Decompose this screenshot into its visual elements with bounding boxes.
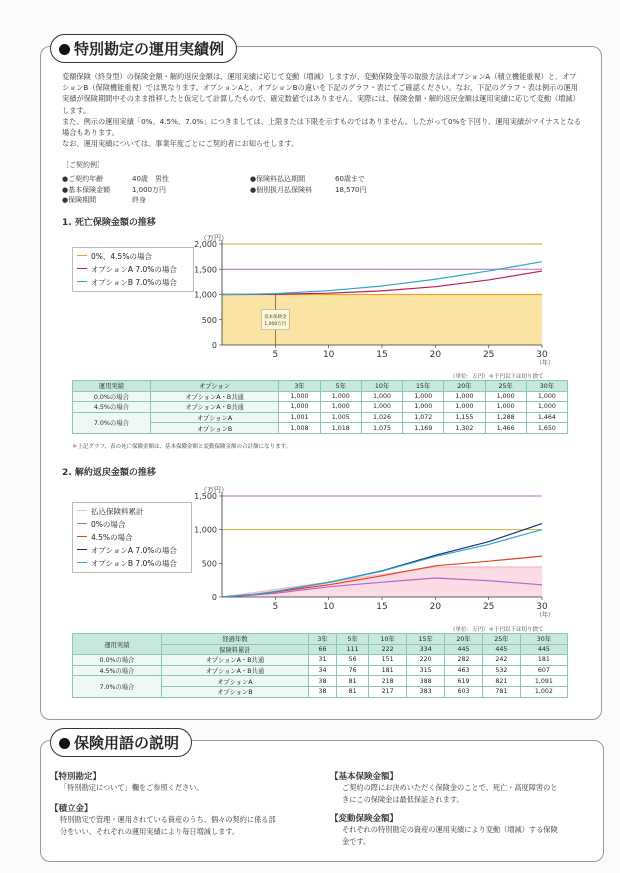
x-tick-label: 25 bbox=[482, 350, 495, 360]
table-cell: 38 bbox=[308, 686, 336, 697]
table-cell: 1,001 bbox=[279, 412, 320, 423]
section-heading-glossary bbox=[50, 728, 192, 757]
term-body: それぞれの特別勘定の資産の運用実績により変動（増減）する保険 金です。 bbox=[342, 825, 558, 846]
legend-label: オプションB 7.0%の場合 bbox=[91, 559, 177, 568]
y-axis-label: （万円） bbox=[200, 486, 228, 494]
table-cell: 220 bbox=[407, 655, 445, 666]
table-cell: 1,000 bbox=[361, 402, 402, 413]
table-row bbox=[73, 391, 568, 402]
column-header: オプション bbox=[150, 381, 279, 392]
row-group: 0.0%の場合 bbox=[73, 391, 151, 402]
death-benefit-chart bbox=[180, 224, 560, 370]
table-cell: 218 bbox=[369, 676, 407, 687]
x-tick-label: 20 bbox=[429, 602, 442, 612]
row-group: 4.5%の場合 bbox=[73, 665, 162, 676]
table-cell: 1,002 bbox=[520, 686, 567, 697]
y-tick-label: 2,000 bbox=[194, 240, 217, 249]
table-cell: 1,091 bbox=[520, 676, 567, 687]
x-tick-label: 25 bbox=[482, 602, 495, 612]
contract-value: 18,570円 bbox=[335, 185, 367, 194]
surrender-value-chart bbox=[180, 476, 560, 622]
table-cell: 1,000 bbox=[279, 402, 320, 413]
term-body: 「特別勘定について」欄をご参照ください。 bbox=[60, 783, 204, 792]
column-header: 運用実績 bbox=[73, 381, 151, 392]
table-cell: 217 bbox=[369, 686, 407, 697]
table-cell: 1,000 bbox=[444, 391, 485, 402]
column-header: 15年 bbox=[407, 634, 445, 645]
x-tick-label: 20 bbox=[429, 350, 442, 360]
legend-label: 0%の場合 bbox=[91, 520, 126, 529]
row-option: オプションA bbox=[161, 676, 308, 687]
table-cell: 1,075 bbox=[361, 423, 402, 434]
cumulative-cell: 445 bbox=[482, 644, 520, 655]
table-cell: 1,000 bbox=[526, 391, 567, 402]
legend-swatch bbox=[77, 510, 87, 511]
contract-value: 1,000万円 bbox=[132, 185, 167, 194]
legend-item bbox=[77, 518, 187, 531]
table-cell: 81 bbox=[336, 686, 368, 697]
x-tick-label: 30 bbox=[536, 602, 548, 612]
table-cell: 1,072 bbox=[403, 412, 444, 423]
table-cell: 532 bbox=[482, 665, 520, 676]
row-option: オプションA・B共通 bbox=[161, 665, 308, 676]
table-cell: 1,008 bbox=[279, 423, 320, 434]
table-cell: 821 bbox=[482, 676, 520, 687]
column-header: 10年 bbox=[369, 634, 407, 645]
legend-label: 4.5%の場合 bbox=[91, 533, 133, 542]
cumulative-cell: 445 bbox=[445, 644, 483, 655]
legend-swatch bbox=[77, 281, 87, 282]
x-tick-label: 10 bbox=[322, 350, 335, 360]
table-cell: 38 bbox=[308, 676, 336, 687]
table2-note: （単位：万円）＊千円以下は切り捨て bbox=[450, 627, 544, 633]
y-tick-label: 500 bbox=[201, 559, 217, 569]
table-cell: 1,018 bbox=[320, 423, 361, 434]
legend-item bbox=[77, 263, 189, 276]
table-row bbox=[73, 655, 568, 666]
table-cell: 463 bbox=[445, 665, 483, 676]
legend-swatch bbox=[77, 268, 87, 269]
column-header: 10年 bbox=[361, 381, 402, 392]
contract-label: ●個別扱月払保険料 bbox=[250, 185, 313, 194]
column-header: 20年 bbox=[444, 381, 485, 392]
table-cell: 1,466 bbox=[485, 423, 526, 434]
contract-label: ●保険期間 bbox=[62, 196, 97, 204]
term-body: 特別勘定で管理・運用されている資産のうち、個々の契約に係る部 分をいい、それぞれの運用実績により毎日増減します。 bbox=[60, 815, 276, 836]
legend-swatch bbox=[77, 562, 87, 563]
heading-text: 保険用語の説明 bbox=[74, 734, 180, 752]
table-cell: 1,000 bbox=[320, 402, 361, 413]
cumulative-cell: 66 bbox=[308, 644, 336, 655]
table-cell: 1,000 bbox=[403, 402, 444, 413]
column-header: 運用実績 bbox=[73, 634, 162, 655]
table-cell: 1,000 bbox=[403, 391, 444, 402]
column-header: 25年 bbox=[482, 634, 520, 645]
legend-swatch bbox=[77, 536, 87, 537]
contract-right bbox=[250, 174, 367, 195]
legend-item bbox=[77, 276, 189, 289]
surrender-value-table bbox=[72, 633, 568, 698]
term-body: ご契約の際にお決めいただく保険金のことで、死亡・高度障害のと きにこの保険金は最低保証されます。 bbox=[342, 783, 558, 804]
table-cell: 383 bbox=[407, 686, 445, 697]
annotation-box bbox=[261, 310, 289, 330]
table-row bbox=[73, 634, 568, 645]
heading-text: 特別勘定の運用実績例 bbox=[74, 40, 225, 58]
table-cell: 1,026 bbox=[361, 412, 402, 423]
series-line-3 bbox=[222, 262, 542, 295]
table1-note: （単位：万円）＊千円以下は切り捨て bbox=[450, 374, 544, 380]
x-tick-label: 5 bbox=[272, 350, 279, 360]
table-cell: 1,169 bbox=[403, 423, 444, 434]
bullet-icon bbox=[59, 44, 70, 55]
contract-title: ［ご契約例］ bbox=[62, 161, 104, 169]
table-cell: 1,000 bbox=[526, 402, 567, 413]
row-option: オプションA・B共通 bbox=[161, 655, 308, 666]
term-title: 【特別勘定】 bbox=[50, 772, 102, 782]
table-cell: 1,000 bbox=[361, 391, 402, 402]
legend-label: オプションA 7.0%の場合 bbox=[91, 546, 177, 555]
table-row bbox=[73, 381, 568, 392]
series-line-2 bbox=[222, 271, 542, 294]
y-tick-label: 1,500 bbox=[194, 492, 217, 501]
section-heading-performance bbox=[50, 34, 237, 63]
column-header: 20年 bbox=[445, 634, 483, 645]
legend-swatch bbox=[77, 523, 87, 524]
table1-footnote: ＊上記グラフ、表の死亡保険金額は、基本保険金額と変動保険金額の合計額になります。 bbox=[72, 444, 292, 450]
table-cell: 1,000 bbox=[320, 391, 361, 402]
row-option: オプションB bbox=[150, 423, 279, 434]
table-cell: 1,302 bbox=[444, 423, 485, 434]
term-title: 【基本保険金額】 bbox=[330, 772, 399, 782]
table-cell: 619 bbox=[445, 676, 483, 687]
chart1-heading: 1. 死亡保険金額の推移 bbox=[62, 218, 156, 228]
column-header: 30年 bbox=[520, 634, 567, 645]
legend-item bbox=[77, 250, 189, 263]
table-cell: 1,288 bbox=[485, 412, 526, 423]
legend-swatch bbox=[77, 255, 87, 256]
column-header: 30年 bbox=[526, 381, 567, 392]
annotation-text: 基本保険金 bbox=[264, 314, 287, 320]
table-row bbox=[73, 402, 568, 413]
row-group: 7.0%の場合 bbox=[73, 676, 162, 697]
y-axis-label: （万円） bbox=[200, 234, 228, 242]
death-benefit-table bbox=[72, 380, 568, 434]
x-axis-label: （年） bbox=[536, 360, 555, 367]
x-tick-label: 5 bbox=[272, 602, 279, 612]
column-header: 5年 bbox=[336, 634, 368, 645]
intro-paragraph: 変額保険（終身型）の保険金額・解約返戻金額は、運用実績に応じて変動（増減）しますが、変動保険金等の取扱方法はオプションA（積立機能重視）と、オプションB（保険機能重視）では異なります。オプションAと、オプションBの違いを下記のグラフ・表にてご確認ください。なお、下記のグラフ・表は例示の運用実績が保険期間中そのまま推移したと仮定して計算したもので、確定数値ではありません。実際には、保険金額・解約返戻金額は運用実績に応じて変動（増減）します。 また、例示の運用実績「0%、4.5%、7.0%」につきましては、上限または下限を示すものではありません。したがって0%を下回り、運用実績がマイナスとなる場合もあります。 なお、運用実績については、事業年度ごとにご契約者にお知らせします。 bbox=[62, 72, 582, 149]
cumulative-cell: 445 bbox=[520, 644, 567, 655]
legend-item bbox=[77, 544, 187, 557]
x-tick-label: 15 bbox=[376, 602, 388, 612]
term-title: 【変動保険金額】 bbox=[330, 814, 399, 824]
table-row bbox=[73, 665, 568, 676]
y-tick-label: 0 bbox=[211, 593, 217, 602]
row-option: オプションA bbox=[150, 412, 279, 423]
table-cell: 34 bbox=[308, 665, 336, 676]
contract-value: 60歳まで bbox=[335, 175, 365, 183]
row-option: オプションA・B共通 bbox=[150, 391, 279, 402]
contract-value: 40歳 男性 bbox=[132, 175, 169, 183]
table-cell: 81 bbox=[336, 676, 368, 687]
column-header: 3年 bbox=[279, 381, 320, 392]
table-cell: 603 bbox=[445, 686, 483, 697]
table-cell: 56 bbox=[336, 655, 368, 666]
contract-label: ●ご契約年齢 bbox=[62, 175, 104, 183]
legend-label: 0%、4.5%の場合 bbox=[91, 252, 152, 261]
contract-label: ●保険料払込期間 bbox=[250, 175, 306, 183]
x-tick-label: 10 bbox=[322, 602, 335, 612]
table-row bbox=[73, 676, 568, 687]
x-tick-label: 30 bbox=[536, 350, 548, 360]
table-cell: 1,000 bbox=[485, 402, 526, 413]
x-tick-label: 15 bbox=[376, 350, 388, 360]
legend-item bbox=[77, 505, 187, 518]
table-cell: 1,000 bbox=[485, 391, 526, 402]
term-basic-insurance bbox=[330, 770, 595, 806]
table-cell: 1,464 bbox=[526, 412, 567, 423]
table-cell: 181 bbox=[520, 655, 567, 666]
legend-item bbox=[77, 557, 187, 570]
term-reserve bbox=[50, 802, 315, 838]
cumulative-cell: 222 bbox=[369, 644, 407, 655]
cumulative-cell: 334 bbox=[407, 644, 445, 655]
contract-label: ●基本保険金額 bbox=[62, 185, 111, 194]
legend-label: オプションB 7.0%の場合 bbox=[91, 278, 177, 287]
chart2-heading: 2. 解約返戻金額の推移 bbox=[62, 468, 156, 478]
row-group: 4.5%の場合 bbox=[73, 402, 151, 413]
column-header: 5年 bbox=[320, 381, 361, 392]
row-group: 7.0%の場合 bbox=[73, 412, 151, 433]
cumulative-cell: 111 bbox=[336, 644, 368, 655]
y-tick-label: 500 bbox=[201, 315, 217, 325]
column-header: 経過年数 bbox=[161, 634, 308, 645]
y-tick-label: 1,500 bbox=[194, 265, 217, 275]
row-group: 0.0%の場合 bbox=[73, 655, 162, 666]
row-option: オプションA・B共通 bbox=[150, 402, 279, 413]
column-header: 保険料累計 bbox=[161, 644, 308, 655]
y-tick-label: 1,000 bbox=[194, 290, 217, 300]
table-cell: 1,650 bbox=[526, 423, 567, 434]
table-cell: 781 bbox=[482, 686, 520, 697]
table-cell: 151 bbox=[369, 655, 407, 666]
annotation-text: 1,000万円 bbox=[264, 321, 287, 327]
table-cell: 1,005 bbox=[320, 412, 361, 423]
table-cell: 181 bbox=[369, 665, 407, 676]
chart1-legend bbox=[72, 247, 194, 292]
y-tick-label: 1,000 bbox=[194, 525, 217, 535]
table-cell: 31 bbox=[308, 655, 336, 666]
row-option: オプションB bbox=[161, 686, 308, 697]
column-header: 25年 bbox=[485, 381, 526, 392]
x-axis-label: （年） bbox=[536, 612, 555, 619]
table-cell: 315 bbox=[407, 665, 445, 676]
legend-label: 払込保険料累計 bbox=[91, 507, 144, 516]
table-cell: 1,000 bbox=[279, 391, 320, 402]
contract-value: 終身 bbox=[132, 196, 146, 204]
bullet-icon bbox=[59, 738, 70, 749]
chart2-legend bbox=[72, 502, 192, 573]
legend-swatch bbox=[77, 549, 87, 550]
column-header: 15年 bbox=[403, 381, 444, 392]
table-cell: 607 bbox=[520, 665, 567, 676]
y-tick-label: 0 bbox=[211, 341, 217, 350]
table-cell: 1,155 bbox=[444, 412, 485, 423]
term-variable-insurance bbox=[330, 812, 595, 848]
table-cell: 1,000 bbox=[444, 402, 485, 413]
table-cell: 242 bbox=[482, 655, 520, 666]
table-cell: 282 bbox=[445, 655, 483, 666]
table-row bbox=[73, 412, 568, 423]
column-header: 3年 bbox=[308, 634, 336, 645]
term-special-account bbox=[50, 770, 315, 794]
table-cell: 76 bbox=[336, 665, 368, 676]
table-cell: 388 bbox=[407, 676, 445, 687]
term-title: 【積立金】 bbox=[50, 804, 93, 814]
legend-item bbox=[77, 531, 187, 544]
contract-left bbox=[62, 174, 169, 206]
legend-label: オプションA 7.0%の場合 bbox=[91, 265, 177, 274]
